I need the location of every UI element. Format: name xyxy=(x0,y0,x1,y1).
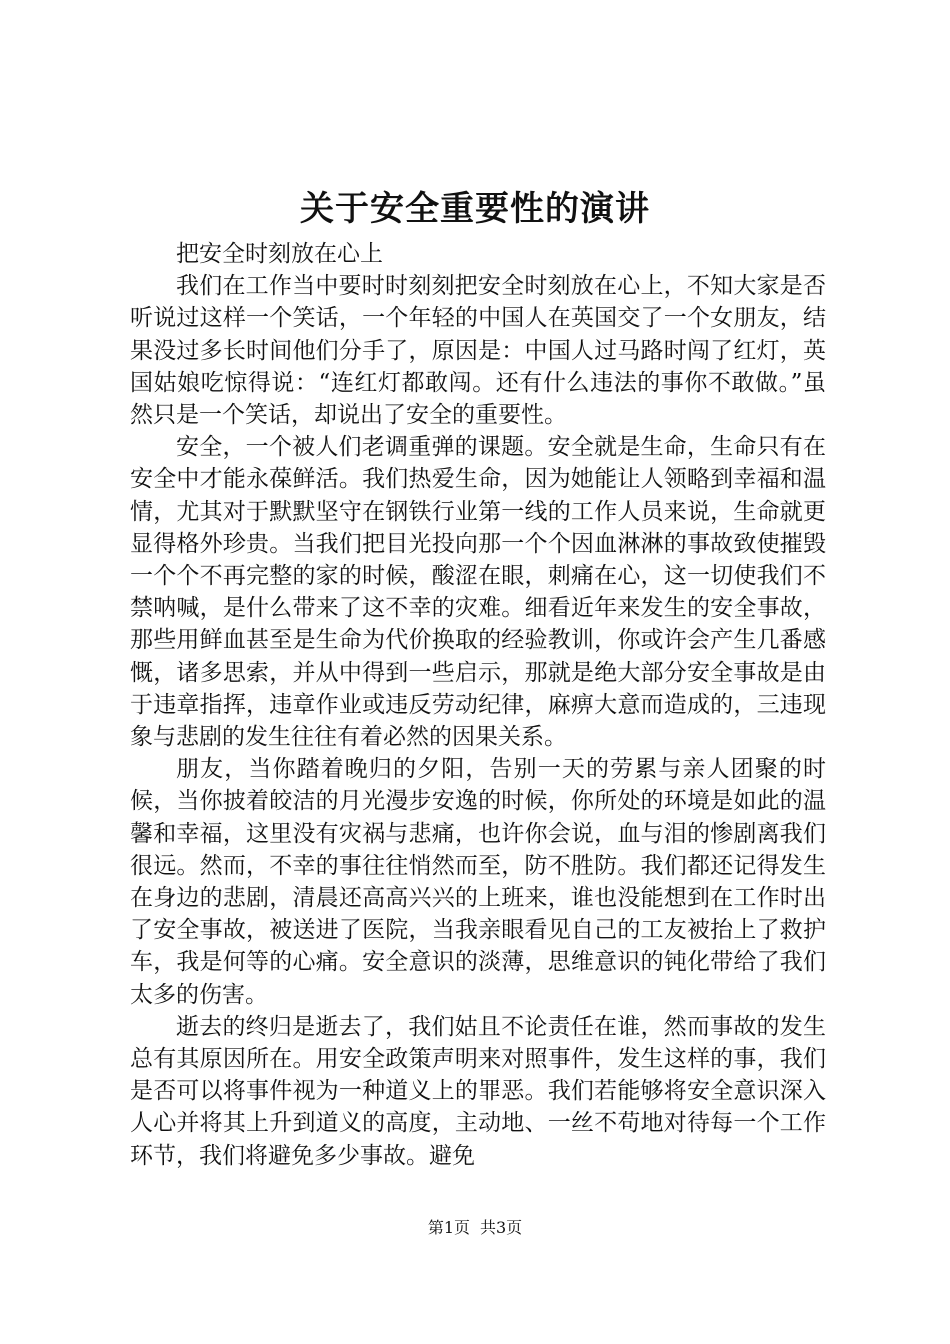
paragraph: 我们在工作当中要时时刻刻把安全时刻放在心上，不知大家是否听说过这样一个笑话，一个年轻的中国人在英国交了一个女朋友，结果没过多长时间他们分手了，原因是：中国人过马路时闯了红灯，英国姑娘吃惊得说：“连红灯都敢闯。还有什么违法的事你不敢做。”虽然只是一个笑话，却说出了安全的重要性。 xyxy=(130,273,826,429)
paragraph-subtitle: 把安全时刻放在心上 xyxy=(176,241,383,267)
paragraph: 逝去的终归是逝去了，我们姑且不论责任在谁，然而事故的发生总有其原因所在。用安全政策声明来对照事件，发生这样的事，我们是否可以将事件视为一种道义上的罪恶。我们若能够将安全意识深入人心并将其上升到道义的高度，主动地、一丝不苟地对待每一个工作环节，我们将避免多少事故。避免 xyxy=(130,1013,826,1169)
document-title: 关于安全重要性的演讲 xyxy=(300,189,650,229)
page-number-current: 第1页 xyxy=(427,1218,470,1237)
document-body xyxy=(130,238,826,1172)
page-footer xyxy=(0,1216,950,1240)
paragraph: 安全，一个被人们老调重弹的课题。安全就是生命，生命只有在安全中才能永葆鲜活。我们热爱生命，因为她能让人领略到幸福和温情，尤其对于默默坚守在钢铁行业第一线的工作人员来说，生命就更显得格外珍贵。当我们把目光投向那一个个因血淋淋的事故致使摧毁一个个不再完整的家的时候，酸涩在眼，刺痛在心，这一切使我们不禁呐喊，是什么带来了这不幸的灾难。细看近年来发生的安全事故，那些用鲜血甚至是生命为代价换取的经验教训，你或许会产生几番感慨，诸多思索，并从中得到一些启示，那就是绝大部分安全事故是由于违章指挥，违章作业或违反劳动纪律，麻痹大意而造成的，三违现象与悲剧的发生往往有着必然的因果关系。 xyxy=(130,434,826,751)
paragraph: 朋友，当你踏着晚归的夕阳，告别一天的劳累与亲人团聚的时候，当你披着皎洁的月光漫步安逸的时候，你所处的环境是如此的温馨和幸福，这里没有灾祸与悲痛，也许你会说，血与泪的惨剧离我们很远。然而，不幸的事往往悄然而至，防不胜防。我们都还记得发生在身边的悲剧，清晨还高高兴兴的上班来，谁也没能想到在工作时出了安全事故，被送进了医院，当我亲眼看见自己的工友被抬上了救护车，我是何等的心痛。安全意识的淡薄，思维意识的钝化带给了我们太多的伤害。 xyxy=(130,756,826,1008)
page-number-total: 共3页 xyxy=(480,1218,523,1237)
